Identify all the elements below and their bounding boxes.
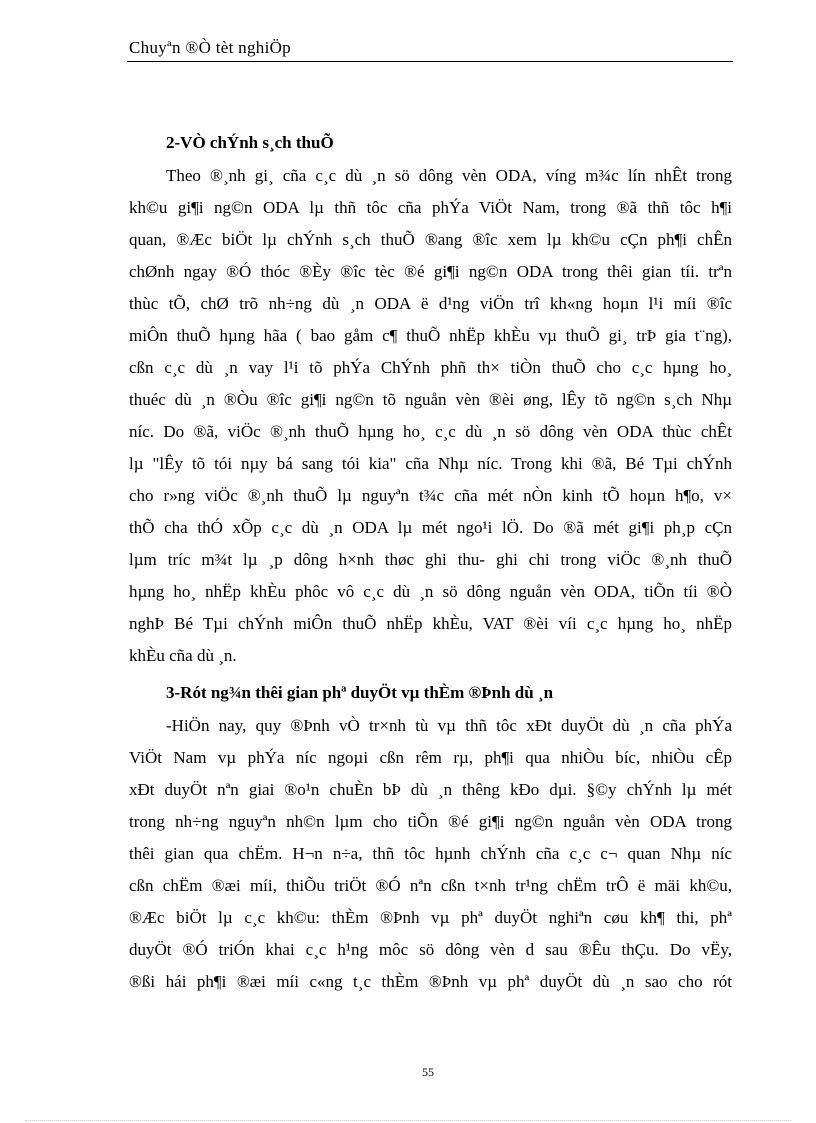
paragraph-line: lµ "lÊy tõ tói nµy bá sang tói kia" cña Nhµ níc. Trong khi ®ã, Bé Tµi chÝnh <box>129 454 732 473</box>
paragraph-line: duyÖt ®Ó triÓn khai c¸c h¹ng môc sö dông vèn d sau ®Êu thÇu. Do vËy, <box>129 940 732 959</box>
page-number: 55 <box>422 1065 434 1079</box>
header-rule <box>127 61 733 62</box>
paragraph-line: khÈu cña dù ¸n. <box>129 646 237 665</box>
paragraph-line: cho r»ng viÖc ®¸nh thuÕ lµ nguyªn t¾c cña mét nÒn kinh tÕ hoµn h¶o, v× <box>129 486 732 505</box>
paragraph-line: Theo ®¸nh gi¸ cña c¸c dù ¸n sö dông vèn ODA, víng m¾c lín nhÊt trong <box>166 166 732 185</box>
paragraph-line: lµm tríc m¾t lµ ¸p dông h×nh thøc ghi thu- ghi chi trong viÖc ®¸nh thuÕ <box>129 550 732 569</box>
section-heading-tax-policy: 2-VÒ chÝnh s¸ch thuÕ <box>166 133 334 152</box>
paragraph-line: hµng ho¸ nhËp khÈu phôc vô c¸c dù ¸n sö dông nguån vèn ODA, tiÕn tíi ®Ò <box>129 582 732 601</box>
paragraph-line: nghÞ Bé Tµi chÝnh miÔn thuÕ nhËp khÈu, VAT ®èi víi c¸c hµng ho¸ nhËp <box>129 614 732 633</box>
paragraph-line: cßn c¸c dù ¸n vay l¹i tõ phÝa ChÝnh phñ th× tiÒn thuÕ cho c¸c hµng ho¸ <box>129 358 732 377</box>
paragraph-line: thùc tÕ, chØ trõ nh÷ng dù ¸n ODA ë d¹ng viÖn trî kh«ng hoµn l¹i míi ®îc <box>129 294 732 313</box>
paragraph-line: quan, ®Æc biÖt lµ chÝnh s¸ch thuÕ ®ang ®îc xem lµ kh©u cÇn ph¶i chÊn <box>129 230 732 249</box>
paragraph-line: cßn chËm ®æi míi, thiÕu triÖt ®Ó nªn cßn t×nh tr¹ng chËm trÔ ë mäi kh©u, <box>129 876 732 895</box>
paragraph-line: ViÖt Nam vµ phÝa níc ngoµi cßn rêm rµ, ph¶i qua nhiÒu bíc, nhiÒu cÊp <box>129 748 732 767</box>
paragraph-line: thêi gian qua chËm. H¬n n÷a, thñ tôc hµnh chÝnh cña c¸c c¬ quan Nhµ níc <box>129 844 732 863</box>
paragraph-line: ®Æc biÖt lµ c¸c kh©u: thÈm ®Þnh vµ phª duyÖt nghiªn cøu kh¶ thi, phª <box>129 908 732 927</box>
paragraph-line: -HiÖn nay, quy ®Þnh vÒ tr×nh tù vµ thñ tôc xÐt duyÖt dù ¸n cña phÝa <box>166 716 732 735</box>
paragraph-line: ®ßi hái ph¶i ®æi míi c«ng t¸c thÈm ®Þnh vµ phª duyÖt dù ¸n sao cho rót <box>129 972 732 991</box>
paragraph-line: chØnh ngay ®Ó thóc ®Èy ®îc tèc ®é gi¶i ng©n ODA trong thêi gian tíi. trªn <box>129 262 732 281</box>
page-bottom-border <box>25 1120 791 1121</box>
paragraph-line: xÐt duyÖt nªn giai ®o¹n chuÈn bÞ dù ¸n thêng kÐo dµi. §©y chÝnh lµ mét <box>129 780 732 799</box>
paragraph-line: kh©u gi¶i ng©n ODA lµ thñ tôc cña phÝa ViÖt Nam, trong ®ã thñ tôc h¶i <box>129 198 732 217</box>
paragraph-line: trong nh÷ng nguyªn nh©n lµm cho tiÕn ®é gi¶i ng©n nguån vèn ODA trong <box>129 812 732 831</box>
header-title: Chuyªn ®Ò tèt nghiÖp <box>129 38 291 57</box>
paragraph-line: thÕ cha thÓ xÕp c¸c dù ¸n ODA lµ mét ngo¹i lÖ. Do ®ã mét gi¶i ph¸p cÇn <box>129 518 732 537</box>
paragraph-line: níc. Do ®ã, viÖc ®¸nh thuÕ hµng ho¸ c¸c dù ¸n sö dông vèn ODA thùc chÊt <box>129 422 732 441</box>
section-heading-approval-time: 3-Rót ng¾n thêi gian phª duyÖt vµ thÈm ®Þnh dù ¸n <box>166 683 554 702</box>
paragraph-line: miÔn thuÕ hµng hãa ( bao gåm c¶ thuÕ nhËp khÈu vµ thuÕ gi¸ trÞ gia t¨ng), <box>129 326 732 345</box>
paragraph-line: thuéc dù ¸n ®Òu ®îc gi¶i ng©n tõ nguån vèn ®èi øng, lÊy tõ ng©n s¸ch Nhµ <box>129 390 732 409</box>
